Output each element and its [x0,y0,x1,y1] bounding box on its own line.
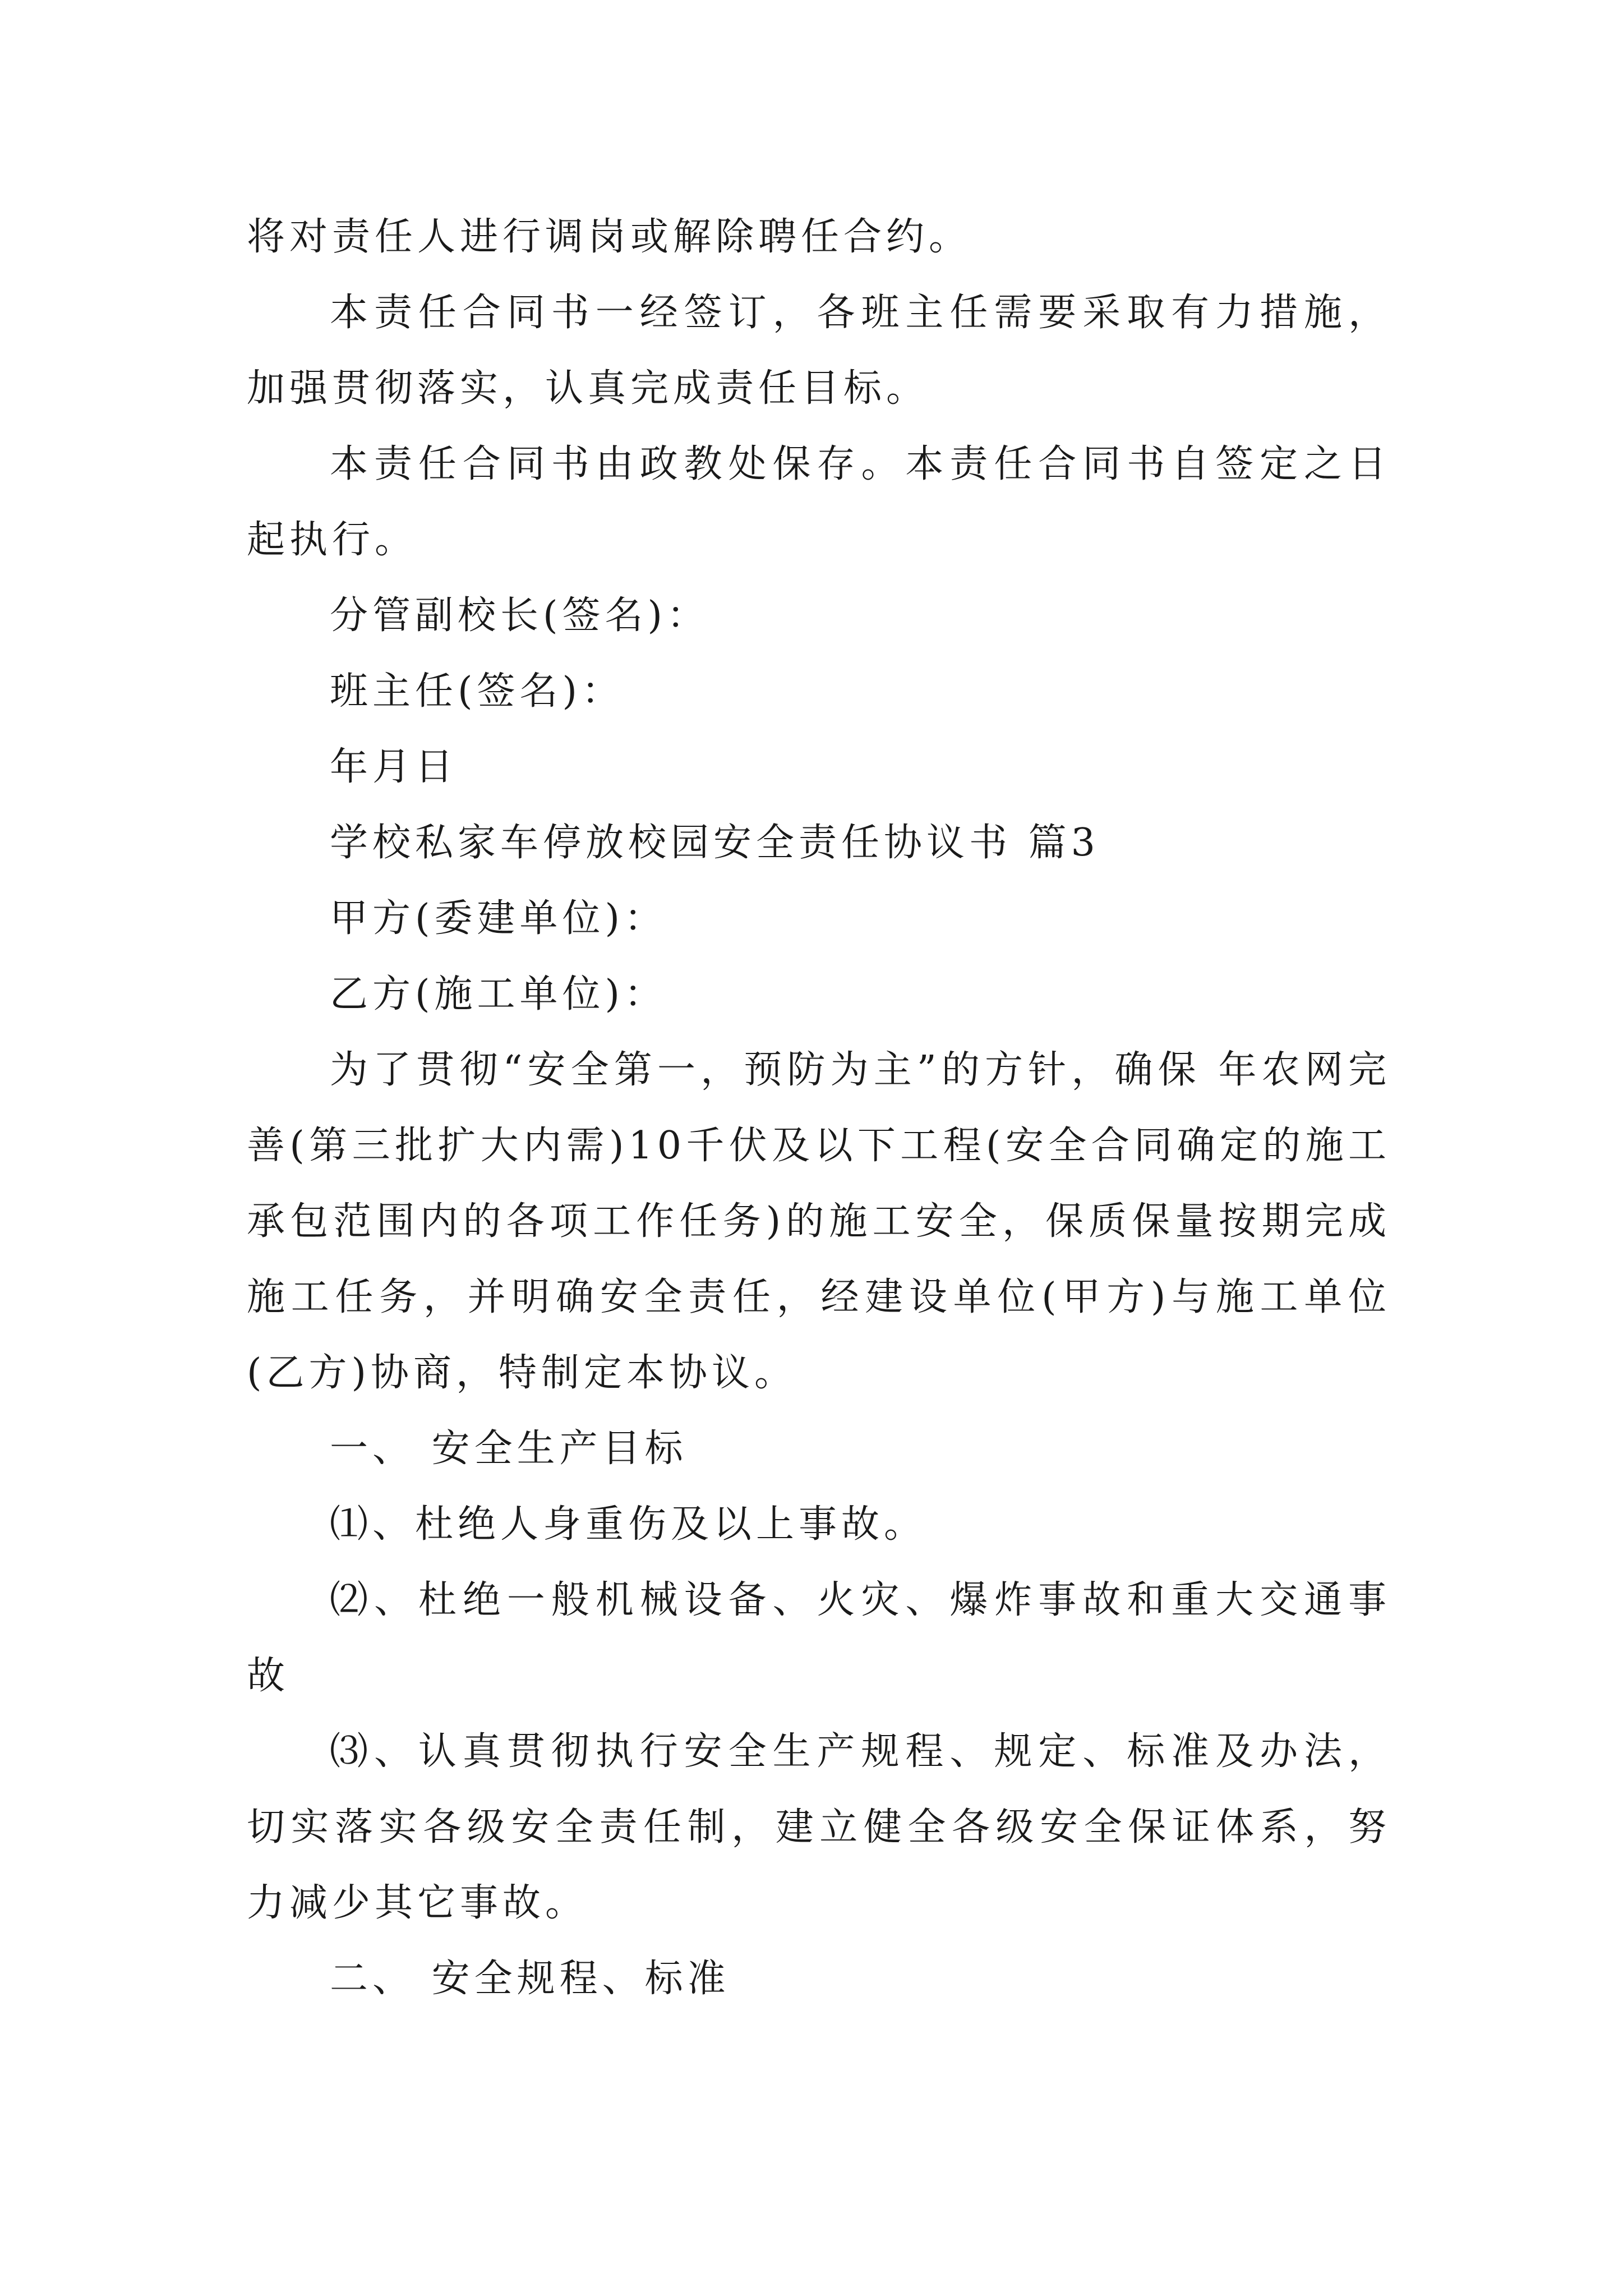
list-item: ⑵、杜绝一般机械设备、火灾、爆炸事故和重大交通事故 [247,1578,1391,1698]
party-b-line: 乙方(施工单位)： [330,972,667,1016]
list-item: ⑶、认真贯彻执行安全生产规程、规定、标准及办法，切实落实各级安全责任制，建立健全各级安全保证体系，努力减少其它事故。 [247,1729,1391,1925]
paragraph: 将对责任人进行调岗或解除聘任合约。 [247,215,972,259]
date-line: 年月日 [330,745,458,789]
signature-line-head-teacher: 班主任(签名)： [330,669,625,714]
party-a-line: 甲方(委建单位)： [330,896,667,941]
list-item: ⑴、杜绝人身重伤及以上事故。 [330,1502,927,1547]
paragraph: 本责任合同书一经签订，各班主任需要采取有力措施，加强贯彻落实，认真完成责任目标。 [247,291,1391,411]
paragraph: 为了贯彻“安全第一，预防为主”的方针，确保 年农网完善(第三批扩大内需)10千伏及以下工程(安全合同确定的施工承包范围内的各项工作任务)的施工安全，保质保量按期完成施工任务，并明确安全责任，经建设单位(甲方)与施工单位(乙方)协商，特制定本协议。 [247,1048,1391,1395]
heading-2: 二、 安全规程、标准 [330,1957,730,2001]
signature-line-vice-principal: 分管副校长(签名)： [330,593,710,638]
paragraph: 本责任合同书由政教处保存。本责任合同书自签定之日起执行。 [247,442,1391,562]
section-title: 学校私家车停放校园安全责任协议书 篇3 [330,821,1100,865]
heading-1: 一、 安全生产目标 [330,1427,688,1471]
document-body [247,199,1391,2017]
